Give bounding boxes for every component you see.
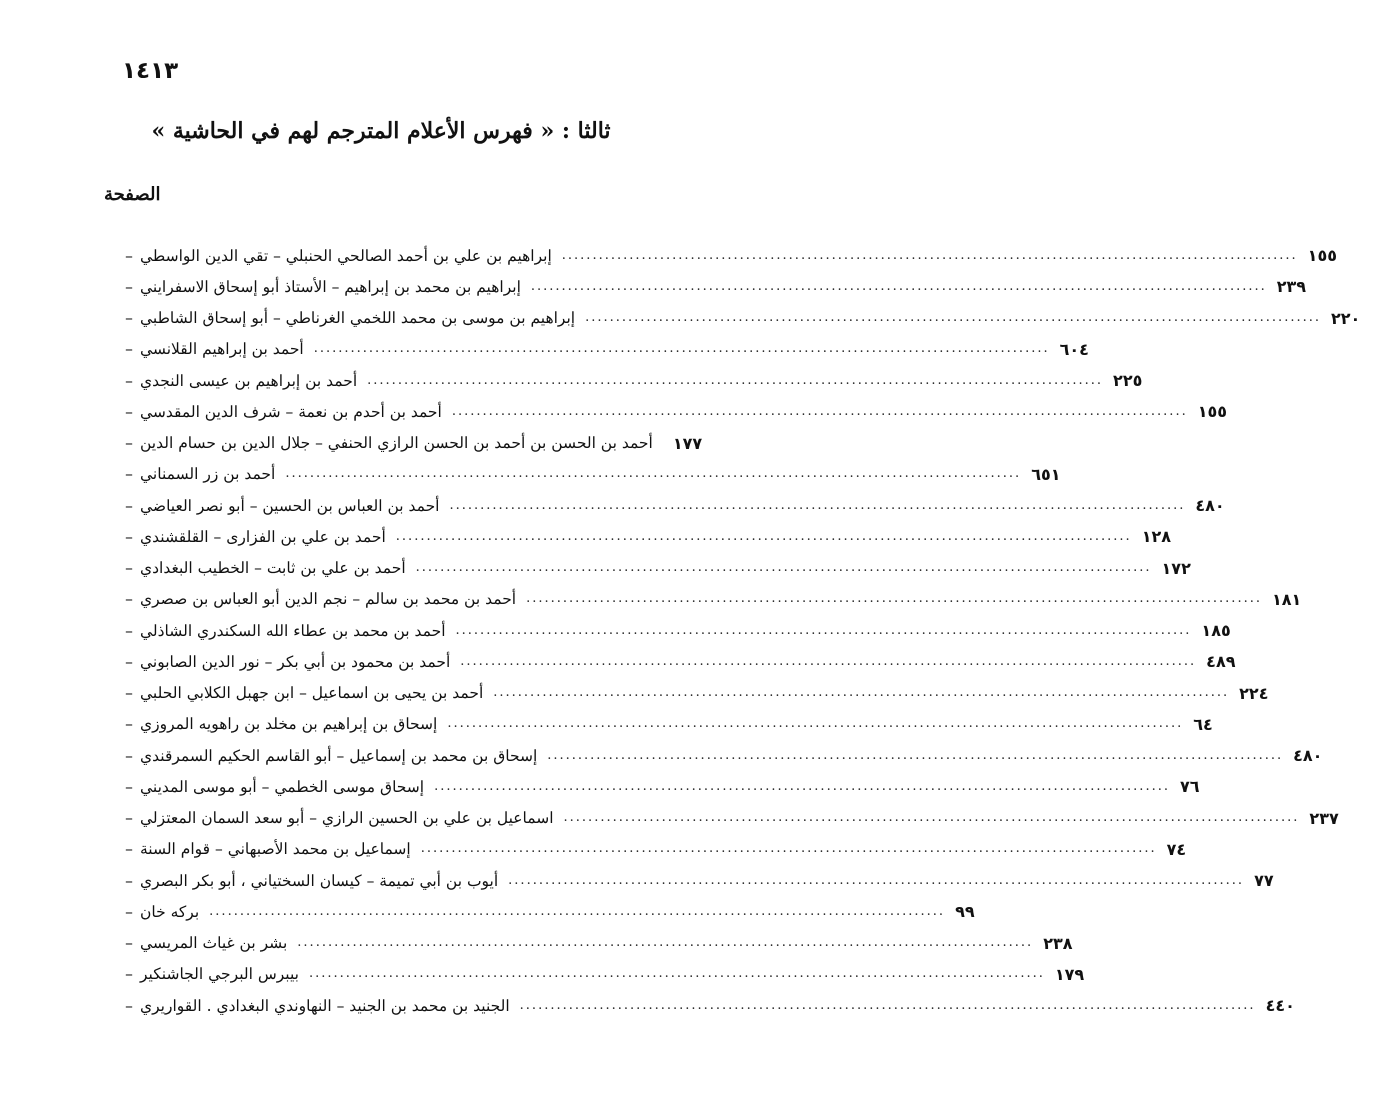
entry-dash: – [125, 840, 133, 859]
entry-dash: – [125, 809, 133, 828]
entry-page-number: ٢٢٥ [1113, 371, 1143, 391]
index-entry [118, 428, 703, 459]
index-entry [118, 990, 1295, 1021]
entry-page-number: ١٧٧ [672, 433, 703, 453]
entry-name: إسحاق بن إبراهيم بن مخلد بن راهويه المروزي [140, 715, 438, 734]
index-entry [118, 459, 1061, 490]
entry-page-number: ٢٣٧ [1309, 808, 1339, 828]
entry-dash: – [125, 777, 133, 796]
entry-name: أحمد بن العباس بن الحسين – أبو نصر العياضي [140, 496, 440, 515]
entry-dash: – [125, 621, 133, 640]
dot-leader: ........................................................................................................................ [460, 653, 1197, 669]
entry-dash: – [125, 402, 133, 421]
entry-name: أحمد بن علي بن ثابت – الخطيب البغدادي [140, 559, 406, 578]
entry-name: إسحاق موسى الخطمي – أبو موسى المديني [140, 777, 425, 796]
entry-page-number: ٩٩ [955, 902, 975, 922]
dot-leader: ........................................................................................................................ [455, 622, 1192, 638]
index-entry [118, 709, 1213, 740]
entry-dash: – [125, 309, 133, 328]
dot-leader: ........................................................................................................................ [561, 247, 1298, 263]
entry-dash: – [125, 871, 133, 890]
index-entry [118, 740, 1323, 771]
entry-name: أحمد بن محمود بن أبي بكر – نور الدين الصابوني [140, 652, 451, 671]
entry-page-number: ٧٤ [1166, 839, 1187, 859]
entry-name: أيوب بن أبي تميمة – كيسان السختياني ، أبو بكر البصري [140, 871, 499, 890]
entry-dash: – [125, 902, 133, 921]
entry-dash: – [125, 496, 133, 515]
index-entry [118, 834, 1187, 865]
dot-leader: ........................................................................................................................ [285, 466, 1022, 482]
index-entry [118, 271, 1307, 302]
entry-dash: – [125, 746, 133, 765]
entry-page-number: ٤٨٠ [1293, 746, 1323, 766]
entry-dash: – [125, 371, 133, 390]
index-entry [118, 615, 1231, 646]
entry-page-number: ٧٧ [1254, 871, 1274, 891]
entry-name: بركه خان [140, 902, 200, 921]
entry-name: إبراهيم بن موسى بن محمد اللخمي الغرناطي – أبو إسحاق الشاطبي [140, 309, 576, 328]
entry-dash: – [125, 277, 133, 296]
entry-name: اسماعيل بن علي بن الحسين الرازي – أبو سعد السمان المعتزلي [140, 809, 554, 828]
dot-leader: ........................................................................................................................ [526, 591, 1262, 607]
index-entry [118, 959, 1085, 990]
entry-page-number: ٢٢٠ [1331, 308, 1361, 328]
entry-page-number: ٢٣٩ [1276, 277, 1307, 297]
entry-name: الجنيد بن محمد بن الجنيد – النهاوندي البغدادي . القواريري [140, 996, 510, 1015]
dot-leader: ........................................................................................................................ [508, 872, 1245, 888]
page-number: ١٤١٣ [122, 58, 179, 84]
dot-leader: ........................................................................................................................ [308, 966, 1045, 982]
dot-leader: ........................................................................................................................ [209, 903, 946, 919]
dot-leader: ........................................................................................................................ [449, 497, 1186, 513]
index-entry [118, 396, 1228, 427]
dot-leader: ........................................................................................................................ [447, 716, 1184, 732]
index-entry [118, 240, 1337, 271]
index-entry [118, 678, 1269, 709]
entry-dash: – [125, 246, 133, 265]
dot-leader: ........................................................................................................................ [415, 560, 1152, 576]
entry-dash: – [125, 965, 133, 984]
entry-name: إبراهيم بن محمد بن إبراهيم – الأستاذ أبو إسحاق الاسفرايني [140, 277, 521, 296]
entry-dash: – [125, 715, 133, 734]
index-entry [118, 303, 1361, 334]
index-heading: ثالثا : « فهرس الأعلام المترجم لهم في الحاشية » [151, 118, 611, 144]
entry-page-number: ١٨١ [1271, 589, 1302, 609]
dot-leader: ........................................................................................................................ [585, 310, 1321, 326]
index-entry [118, 928, 1073, 959]
page-column-header: الصفحة [104, 184, 161, 205]
entry-dash: – [125, 652, 133, 671]
entry-page-number: ٤٨٠ [1195, 496, 1225, 516]
entry-page-number: ١٥٥ [1307, 246, 1337, 266]
entry-name: أحمد بن علي بن الفزارى – القلقشندي [140, 527, 386, 546]
entry-dash: – [125, 527, 133, 546]
index-entry [118, 865, 1274, 896]
index-entry [118, 490, 1225, 521]
entry-name: أحمد بن إبراهيم القلانسي [140, 340, 304, 359]
entry-page-number: ٦٠٤ [1059, 339, 1089, 359]
entry-page-number: ٦٥١ [1031, 464, 1061, 484]
dot-leader: ........................................................................................................................ [313, 341, 1050, 357]
entry-page-number: ١٧٢ [1161, 558, 1191, 578]
entry-page-number: ١٨٥ [1201, 621, 1231, 641]
index-entries [118, 240, 1361, 1021]
dot-leader: ........................................................................................................................ [395, 528, 1132, 544]
entry-name: بشر بن غياث المريسي [140, 934, 288, 953]
entry-dash: – [125, 340, 133, 359]
dot-leader: ........................................................................................................................ [547, 747, 1284, 763]
dot-leader: ........................................................................................................................ [519, 997, 1256, 1013]
index-entry [118, 646, 1236, 677]
entry-dash: – [125, 559, 133, 578]
index-entry [118, 771, 1200, 802]
entry-name: أحمد بن الحسن بن أحمد بن الحسن الرازي الحنفي – جلال الدين بن حسام الدين [140, 434, 653, 453]
dot-leader: ........................................................................................................................ [493, 685, 1230, 701]
entry-dash: – [125, 434, 133, 453]
entry-page-number: ٢٢٤ [1239, 683, 1269, 703]
dot-leader: ........................................................................................................................ [451, 403, 1188, 419]
entry-name: أحمد بن زر السمناني [140, 465, 276, 484]
index-entry [118, 553, 1191, 584]
entry-name: أحمد بن محمد بن سالم – نجم الدين أبو العباس بن صصري [140, 590, 517, 609]
entry-page-number: ٤٤٠ [1265, 996, 1295, 1016]
entry-page-number: ١٧٩ [1054, 964, 1085, 984]
entry-name: إسماعيل بن محمد الأصبهاني – قوام السنة [140, 840, 411, 859]
dot-leader: ........................................................................................................................ [420, 841, 1157, 857]
entry-name: أحمد بن أحدم بن نعمة – شرف الدين المقدسي [140, 402, 442, 421]
index-entry [118, 334, 1089, 365]
dot-leader: ........................................................................................................................ [530, 278, 1267, 294]
entry-dash: – [125, 934, 133, 953]
entry-name: إبراهيم بن علي بن أحمد الصالحي الحنبلي – تقي الدين الواسطي [140, 246, 552, 265]
entry-page-number: ١٥٥ [1197, 402, 1228, 422]
entry-dash: – [125, 684, 133, 703]
entry-dash: – [125, 996, 133, 1015]
entry-page-number: ١٢٨ [1141, 527, 1171, 547]
dot-leader: ........................................................................................................................ [563, 810, 1300, 826]
index-entry [118, 584, 1302, 615]
entry-name: بيبرس البرجي الجاشنكير [140, 965, 299, 984]
index-entry [118, 803, 1339, 834]
entry-name: إسحاق بن محمد بن إسماعيل – أبو القاسم الحكيم السمرقندي [140, 746, 538, 765]
entry-name: أحمد بن محمد بن عطاء الله السكندري الشاذلي [140, 621, 446, 640]
dot-leader: ........................................................................................................................ [367, 372, 1104, 388]
entry-page-number: ٢٣٨ [1043, 933, 1073, 953]
dot-leader: ........................................................................................................................ [434, 778, 1170, 794]
entry-name: أحمد بن إبراهيم بن عيسى النجدي [140, 371, 358, 390]
entry-page-number: ٤٨٩ [1206, 652, 1236, 672]
entry-name: أحمد بن يحيى بن اسماعيل – ابن جهبل الكلابي الحلبي [140, 684, 484, 703]
entry-dash: – [125, 590, 133, 609]
entry-dash: – [125, 465, 133, 484]
entry-page-number: ٧٦ [1179, 777, 1200, 797]
entry-page-number: ٦٤ [1193, 714, 1213, 734]
index-entry [118, 365, 1143, 396]
index-entry [118, 896, 975, 927]
index-entry [118, 521, 1171, 552]
dot-leader: ........................................................................................................................ [297, 935, 1034, 951]
